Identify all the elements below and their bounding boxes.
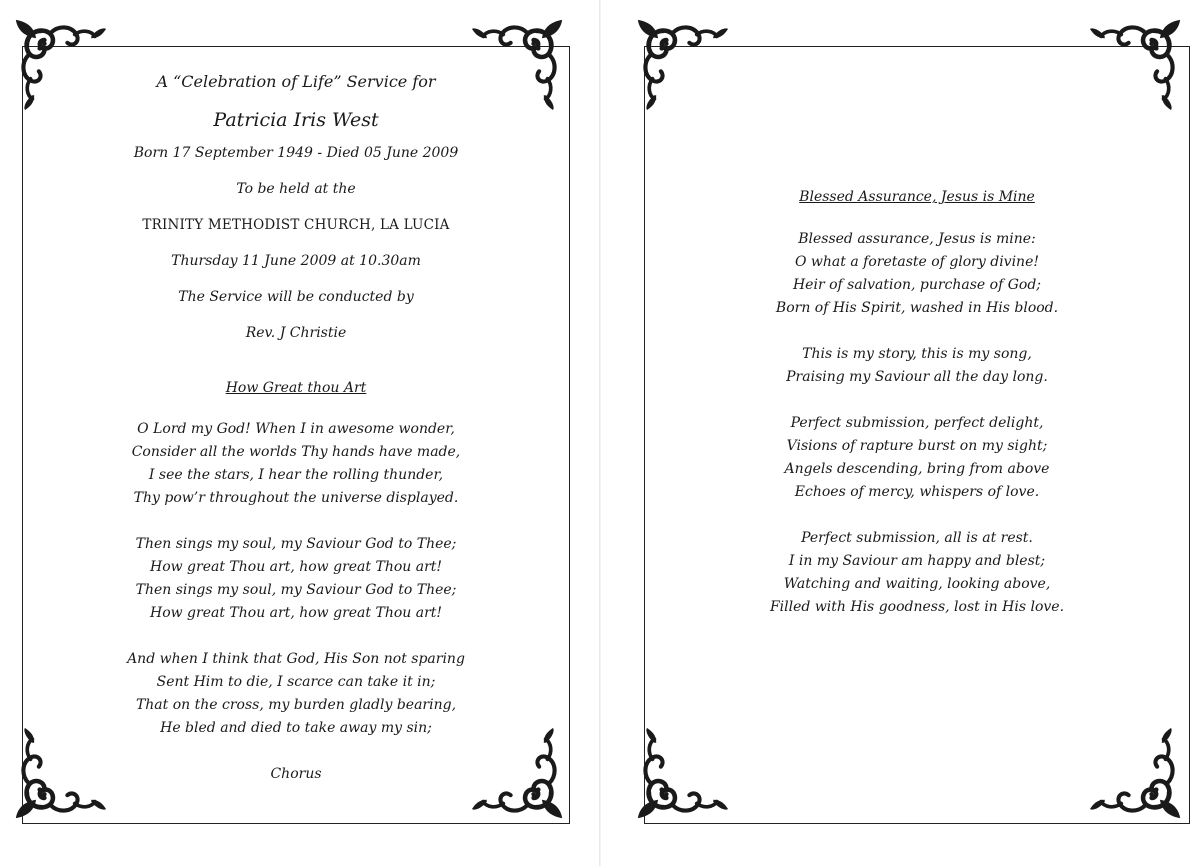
hymn-line: Then sings my soul, my Saviour God to Thee;	[135, 536, 457, 552]
service-title: A “Celebration of Life” Service for	[156, 72, 436, 91]
hymn-line: Sent Him to die, I scarce can take it in;	[156, 674, 436, 690]
corner-ornament-icon	[1090, 18, 1182, 110]
hymn-line: Then sings my soul, my Saviour God to Thee;	[135, 582, 457, 598]
hymn-line: And when I think that God, His Son not sparing	[127, 651, 465, 667]
deceased-name: Patricia Iris West	[213, 109, 379, 131]
hymn-line: O what a foretaste of glory divine!	[795, 254, 1039, 270]
corner-ornament-icon	[636, 18, 728, 110]
hymn-stanza	[661, 343, 1173, 389]
hymn-stanza	[661, 412, 1173, 504]
hymn-stanza	[40, 533, 552, 625]
hymn-line: Consider all the worlds Thy hands have made,	[131, 444, 461, 460]
hymn-line: Heir of salvation, purchase of God;	[792, 277, 1042, 293]
hymn-line: Echoes of mercy, whispers of love.	[794, 484, 1040, 500]
held-at-label: To be held at the	[236, 181, 356, 197]
chorus-label: Chorus	[270, 766, 322, 782]
hymn-line: Blessed assurance, Jesus is mine:	[798, 231, 1036, 247]
venue: TRINITY METHODIST CHURCH, LA LUCIA	[142, 217, 450, 233]
hymn-stanza	[661, 527, 1173, 619]
service-datetime: Thursday 11 June 2009 at 10.30am	[171, 253, 421, 269]
hymn-line: Perfect submission, perfect delight,	[790, 415, 1044, 431]
hymn-line: Angels descending, bring from above	[784, 461, 1050, 477]
hymn-line: That on the cross, my burden gladly bearing,	[135, 697, 457, 713]
hymn-line: How great Thou art, how great Thou art!	[149, 559, 443, 575]
right-page	[601, 0, 1200, 866]
hymn-line: I in my Saviour am happy and blest;	[788, 553, 1046, 569]
hymn-stanza	[40, 648, 552, 740]
hymn-line: Thy pow’r throughout the universe displayed.	[133, 490, 459, 506]
hymn-line: Watching and waiting, looking above,	[783, 576, 1051, 592]
hymn-line: Visions of rapture burst on my sight;	[786, 438, 1048, 454]
hymn-line: He bled and died to take away my sin;	[160, 720, 432, 736]
hymn-line: I see the stars, I hear the rolling thunder,	[148, 467, 444, 483]
hymn-line: How great Thou art, how great Thou art!	[149, 605, 443, 621]
conducted-by-label: The Service will be conducted by	[178, 289, 414, 305]
hymn-line: Praising my Saviour all the day long.	[786, 369, 1048, 385]
hymn-line: Filled with His goodness, lost in His love.	[769, 599, 1065, 615]
hymn-line: Perfect submission, all is at rest.	[801, 530, 1033, 546]
corner-ornament-icon	[1090, 728, 1182, 820]
hymn-line: This is my story, this is my song,	[802, 346, 1032, 362]
service-details	[40, 70, 552, 786]
hymn-stanza	[661, 228, 1173, 320]
hymn-title: Blessed Assurance, Jesus is Mine	[799, 189, 1035, 205]
minister-name: Rev. J Christie	[245, 325, 347, 341]
hymn-stanza	[40, 418, 552, 510]
hymn-line: Born of His Spirit, washed in His blood.	[775, 300, 1059, 316]
hymn-line: O Lord my God! When I in awesome wonder,	[137, 421, 455, 437]
life-dates: Born 17 September 1949 - Died 05 June 2009	[133, 145, 459, 161]
hymn-title: How Great thou Art	[225, 380, 367, 396]
corner-ornament-icon	[636, 728, 728, 820]
hymn-content	[661, 186, 1173, 619]
